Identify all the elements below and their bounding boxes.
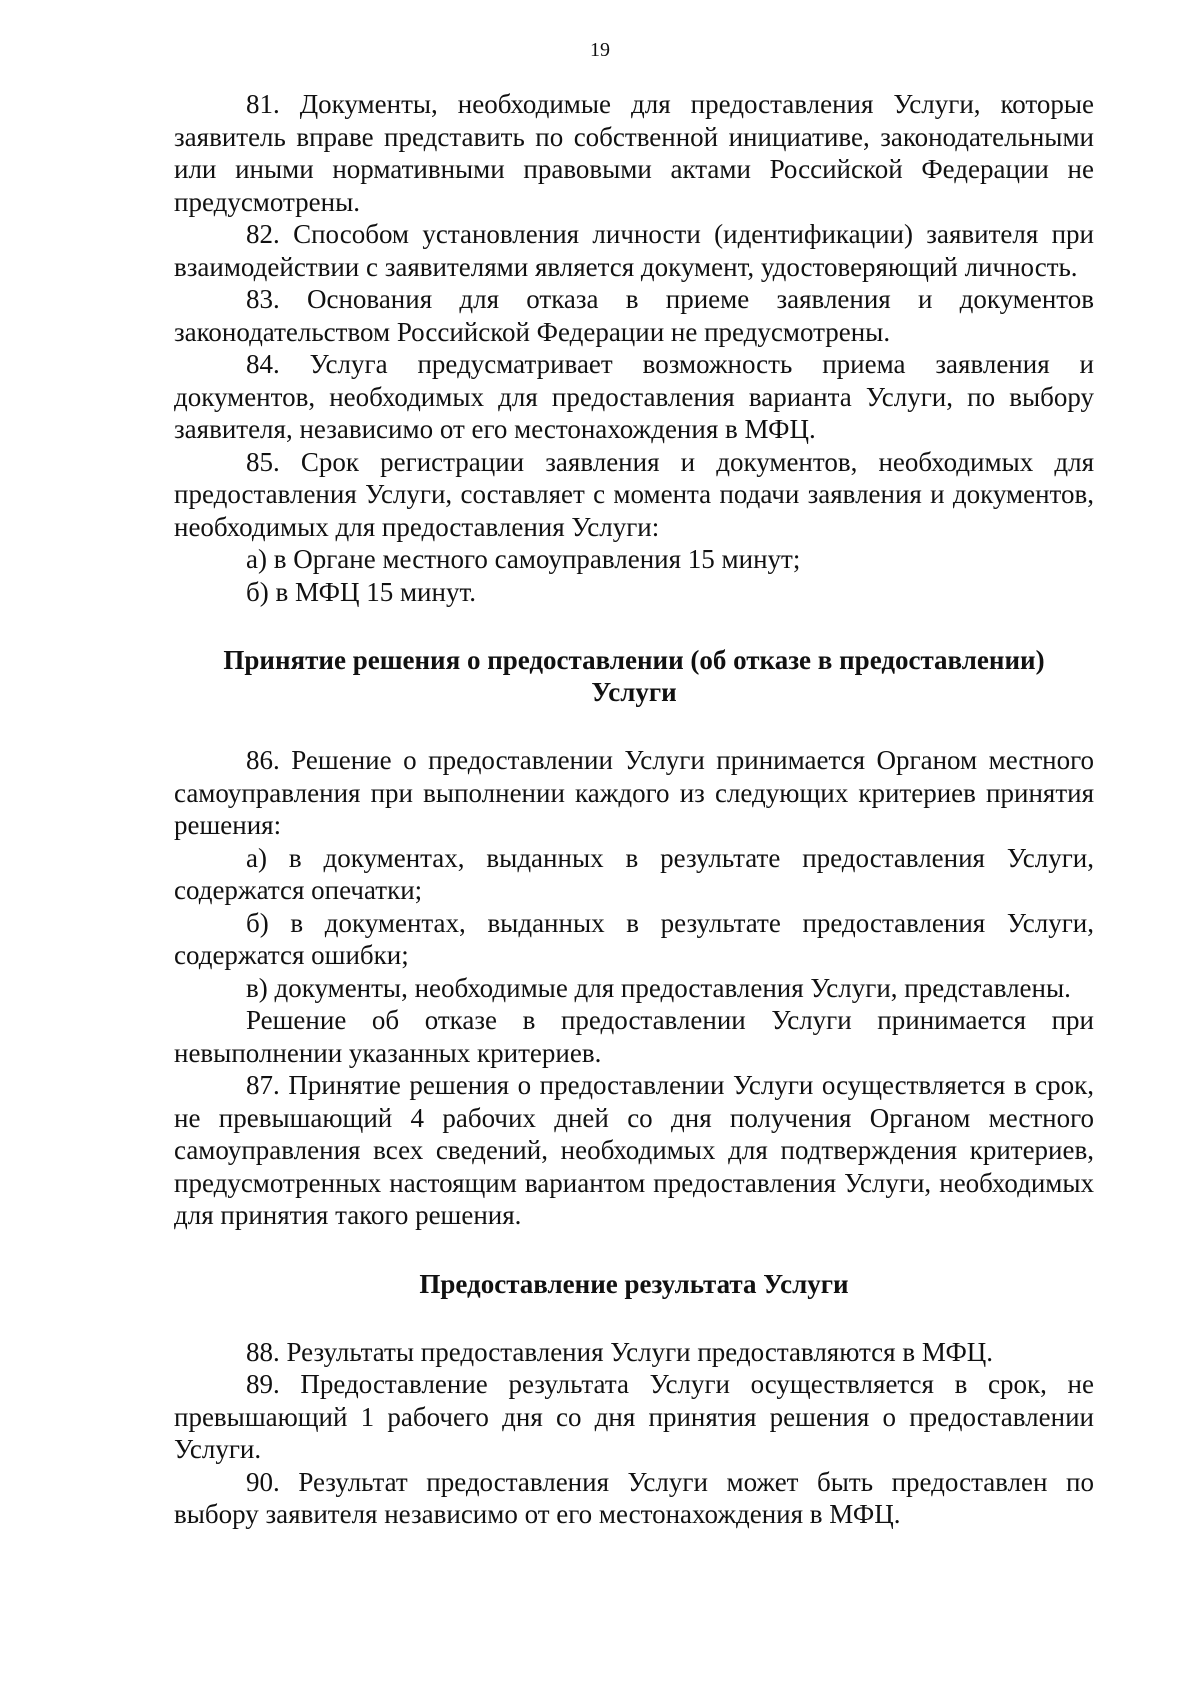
paragraph-85: 85. Срок регистрации заявления и документов, необходимых для предоставления Услуги, составляет с момента подачи заявления и документов, необходимых для предоставления Услуги: <box>174 446 1094 542</box>
paragraph-81: 81. Документы, необходимые для предоставления Услуги, которые заявитель вправе представить по собственной инициативе, законодательными или иными нормативными правовыми актами Российской Федерации не предусмотрены. <box>174 89 1094 217</box>
paragraph-85a: а) в Органе местного самоуправления 15 минут; <box>246 544 801 574</box>
paragraph-88: 88. Результаты предоставления Услуги предоставляются в МФЦ. <box>246 1336 994 1367</box>
paragraph-86c: в) документы, необходимые для предоставления Услуги, представлены. <box>246 972 1071 1003</box>
paragraph-86b: б) в документах, выданных в результате предоставления Услуги, содержатся ошибки; <box>174 907 1094 970</box>
paragraph-87: 87. Принятие решения о предоставлении Услуги осуществляется в срок, не превышающий 4 рабочих дней со дня получения Органом местного самоуправления всех сведений, необходимых для подтверждения критериев, предусмотренных настоящим вариантом предоставления Услуги, необходимых для принятия такого решения. <box>174 1070 1094 1230</box>
paragraph-83: 83. Основания для отказа в приеме заявления и документов законодательством Российской Федерации не предусмотрены. <box>174 284 1094 347</box>
section-heading-result: Предоставление результата Услуги <box>419 1268 849 1299</box>
page-number: 19 <box>590 39 610 61</box>
paragraph-82: 82. Способом установления личности (идентификации) заявителя при взаимодействии с заявителями является документ, удостоверяющий личность. <box>174 219 1094 282</box>
paragraph-89: 89. Предоставление результата Услуги осуществляется в срок, не превышающий 1 рабочего дня со дня принятия решения о предоставлении Услуги. <box>174 1369 1094 1464</box>
paragraph-86-refusal: Решение об отказе в предоставлении Услуги принимается при невыполнении указанных критериев. <box>174 1005 1094 1068</box>
document-body <box>174 88 1094 1531</box>
paragraph-85b: б) в МФЦ 15 минут. <box>246 576 476 607</box>
paragraph-86: 86. Решение о предоставлении Услуги принимается Органом местного самоуправления при выполнении каждого из следующих критериев принятия решения: <box>174 745 1094 840</box>
paragraph-86a: а) в документах, выданных в результате предоставления Услуги, содержатся опечатки; <box>174 842 1094 905</box>
section-heading-decision-line1: Принятие решения о предоставлении (об отказе в предоставлении) <box>223 645 1045 675</box>
section-heading-decision-line2: Услуги <box>591 677 677 707</box>
paragraph-84: 84. Услуга предусматривает возможность приема заявления и документов, необходимых для предоставления варианта Услуги, по выбору заявителя, независимо от его местонахождения в МФЦ. <box>174 349 1094 444</box>
section-heading-decision <box>174 644 1094 708</box>
paragraph-90: 90. Результат предоставления Услуги может быть предоставлен по выбору заявителя независимо от его местонахождения в МФЦ. <box>174 1466 1094 1529</box>
